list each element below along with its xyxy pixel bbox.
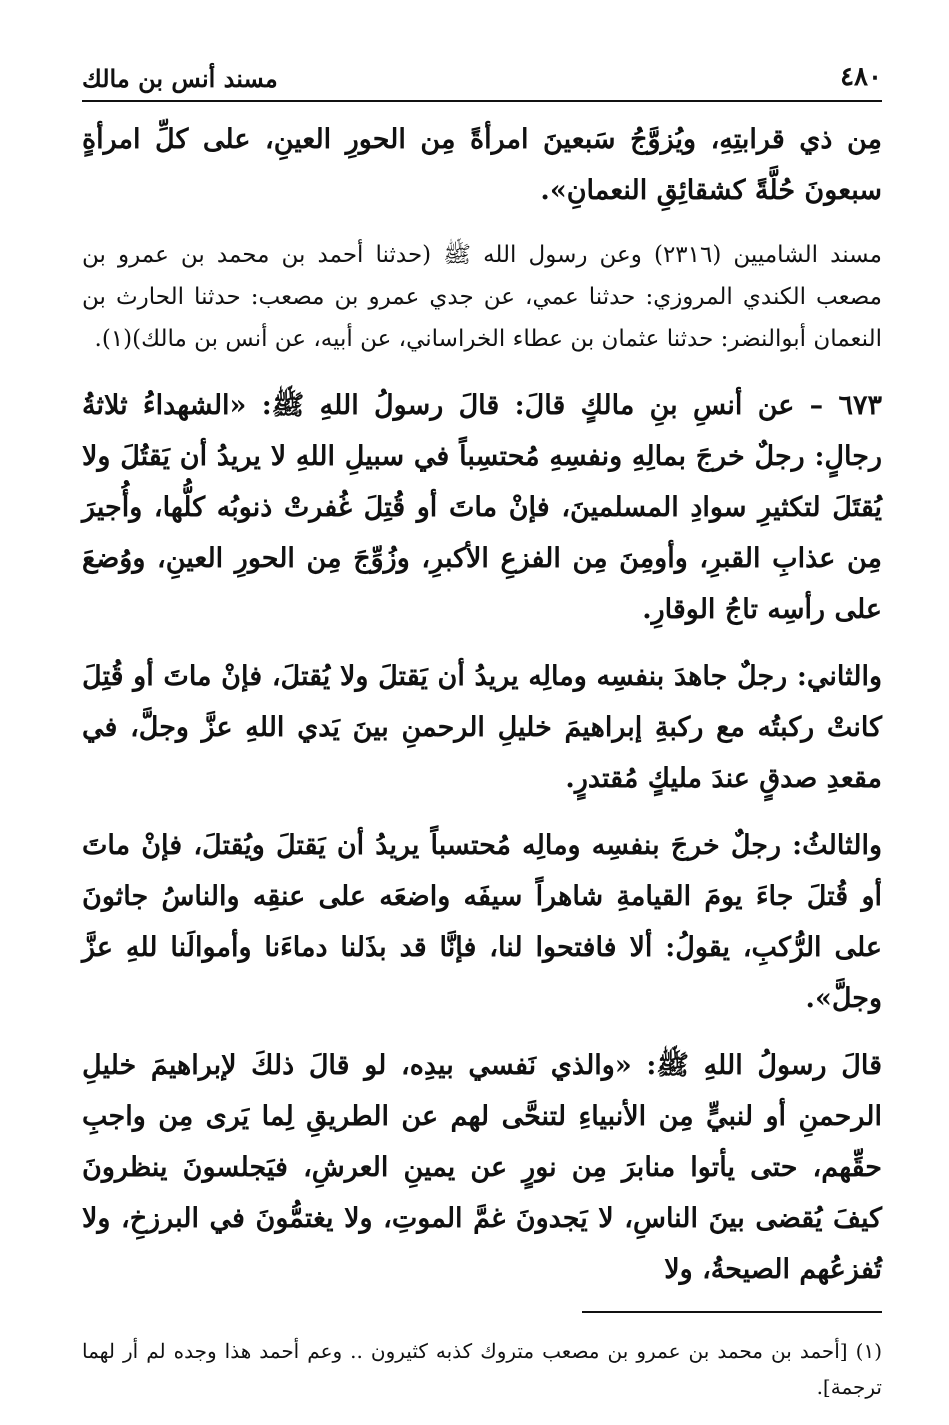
hadith-third-man: والثالثُ: رجلٌ خرجَ بنفسِه ومالِه مُحتسباً يريدُ أن يَقتلَ ويُقتلَ، فإنْ ماتَ أو قُتلَ جاءَ يومَ القيامةِ شاهراً سيفَه واضعَه على عنقِه والناسُ جاثونَ على الرُّكبِ، يقولُ: ألا فافتحوا لنا، فإنَّا قد بذَلنا دماءَنا وأموالَنا للهِ عزَّ وجلَّ». — [82, 830, 882, 1014]
page-number: ٤٨٠ — [840, 62, 882, 92]
hadith-second-man: والثاني: رجلٌ جاهدَ بنفسِه ومالِه يريدُ أن يَقتلَ ولا يُقتلَ، فإنْ ماتَ أو قُتِلَ كانتْ ركبتُه مع ركبةِ إبراهيمَ خليلِ الرحمنِ بينَ يَدي اللهِ عزَّ وجلَّ، في مقعدِ صدقٍ عندَ مليكٍ مُقتدرٍ. — [82, 661, 882, 794]
running-header — [82, 60, 882, 102]
book-page — [82, 60, 882, 1425]
footnote: (١) [أحمد بن محمد بن عمرو بن مصعب متروك كذبه كثيرون .. وعم أحمد هذا وجده لم أر لهما ترجمة]. — [82, 1339, 882, 1399]
hadith-continuation: مِن ذي قرابتِهِ، ويُزوَّجُ سَبعينَ امرأةً مِن الحورِ العينِ، على كلِّ امرأةٍ سبعونَ حُلَّةً كشقائِقِ النعمانِ». — [82, 124, 883, 206]
hadith-prophet-saying: قالَ رسولُ اللهِ ﷺ: «والذي نَفسي بيدِه، لو قالَ ذلكَ لإبراهيمَ خليلِ الرحمنِ أو لنبيٍّ مِن الأنبياءِ لتنحَّى لهم عن الطريقِ لِما يَرى مِن واجبِ حقِّهم، حتى يأتوا منابرَ مِن نورٍ عن يمينِ العرشِ، فيَجلسونَ ينظرونَ كيفَ يُقضى بينَ الناسِ، لا يَجدونَ غمَّ الموتِ، ولا يغتمُّونَ في البرزخِ، ولا تُفزعُهم الصيحةُ، ولا — [82, 1050, 882, 1285]
body-text — [82, 114, 882, 1295]
hadith-673: ٦٧٣ – عن أنسِ بنِ مالكٍ قالَ: قالَ رسولُ اللهِ ﷺ: «الشهداءُ ثلاثةُ رجالٍ: رجلٌ خرجَ بمالِهِ ونفسِهِ مُحتسِباً في سبيلِ اللهِ لا يريدُ أن يَقتُلَ ولا يُقتَلَ لتكثيرِ سوادِ المسلمينَ، فإنْ ماتَ أو قُتِلَ غُفرتْ ذنوبُه كلُّها، وأُجيرَ مِن عذابِ القبرِ، وأومِنَ مِن الفزعِ الأكبرِ، وزُوِّجَ مِن الحورِ العينِ، ووُضعَ على رأسِه تاجُ الوقارِ. — [82, 390, 882, 625]
running-title: مسند أنس بن مالك — [82, 64, 278, 93]
isnad-paragraph: مسند الشاميين (٢٣١٦) وعن رسول الله ﷺ (حدثنا أحمد بن محمد بن عمرو بن مصعب الكندي المروزي: حدثنا عمي، عن جدي عمرو بن مصعب: حدثنا الحارث بن النعمان أبوالنضر: حدثنا عثمان بن عطاء الخراساني، عن أبيه، عن أنس بن مالك)(١). — [82, 242, 882, 352]
footnote-divider — [582, 1311, 882, 1313]
